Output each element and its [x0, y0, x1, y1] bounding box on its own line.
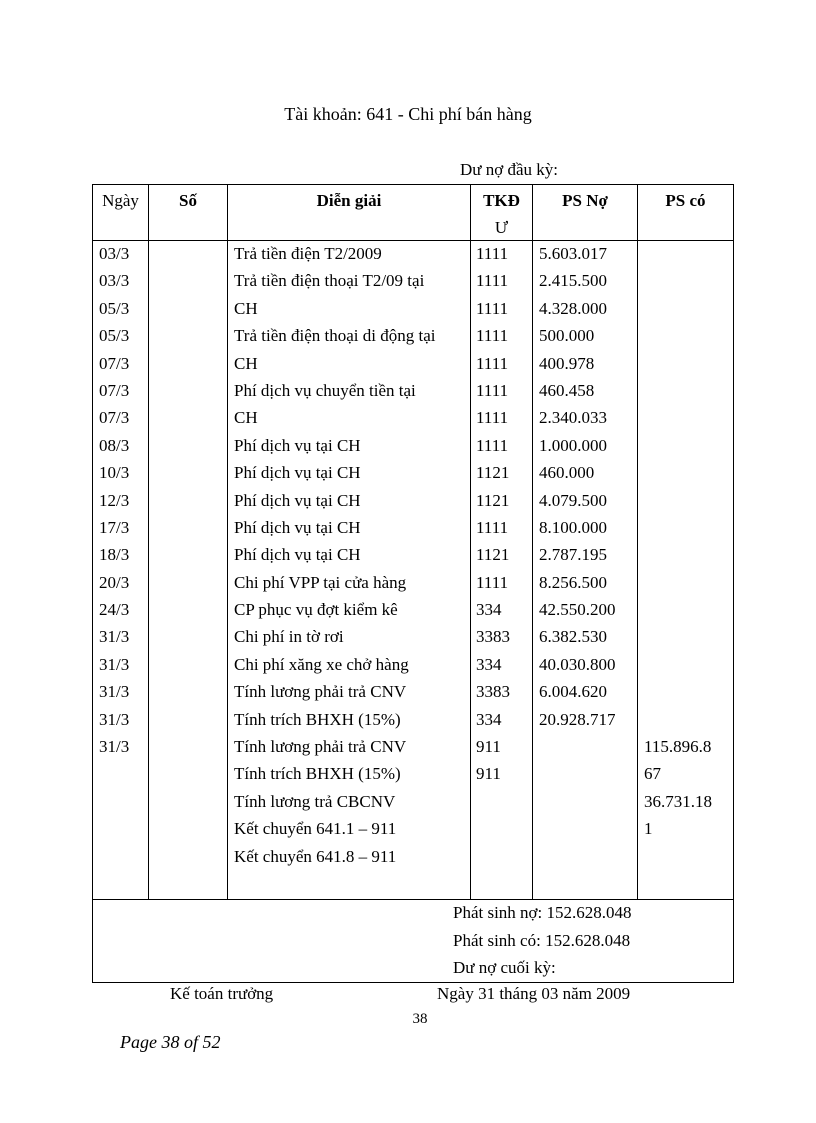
credit-total: Phát sinh có: 152.628.048: [453, 931, 631, 950]
debit-cell: 4.328.000: [539, 298, 607, 318]
description-cell: Phí dịch vụ tại CH: [234, 545, 361, 565]
debit-cell: 20.928.717: [539, 709, 616, 729]
account-column: [476, 240, 510, 788]
account-cell: 1111: [476, 298, 509, 318]
description-cell: Tính trích BHXH (15%): [234, 709, 401, 729]
date-cell: 07/3: [99, 408, 130, 428]
date-cell: 12/3: [99, 490, 130, 510]
signing-date: Ngày 31 tháng 03 năm 2009: [437, 984, 631, 1003]
header-account-line2: Ư: [494, 218, 509, 237]
debit-cell: 40.030.800: [539, 654, 616, 674]
description-cell: Chi phí xăng xe chở hàng: [234, 654, 409, 674]
account-cell: 1121: [476, 490, 510, 510]
description-cell: Phí dịch vụ tại CH: [234, 463, 361, 483]
account-cell: 911: [476, 737, 501, 757]
column-divider: [148, 185, 149, 899]
date-cell: 31/3: [99, 709, 130, 729]
account-cell: 334: [476, 654, 502, 674]
debit-cell: 8.100.000: [539, 517, 607, 537]
page-count-note: Page 38 of 52: [120, 1032, 221, 1052]
header-account-line1: TKĐ: [483, 191, 520, 210]
account-cell: 1111: [476, 326, 509, 346]
description-cell: Phí dịch vụ chuyển tiền tại: [234, 380, 416, 400]
header-date: Ngày: [102, 191, 139, 210]
description-cell: Trả tiền điện thoại di động tại: [234, 326, 436, 346]
debit-cell: 2.787.195: [539, 545, 607, 565]
description-cell: Kết chuyển 641.8 – 911: [234, 846, 397, 866]
date-cell: 31/3: [99, 682, 130, 702]
account-cell: 1111: [476, 244, 509, 263]
description-column: [234, 240, 435, 870]
account-cell: 1111: [476, 517, 509, 537]
credit-cell: 67: [644, 764, 661, 784]
totals-box: [92, 898, 734, 983]
description-cell: Chi phí VPP tại cửa hàng: [234, 572, 407, 592]
column-divider: [470, 185, 471, 899]
description-cell: CP phục vụ đợt kiểm kê: [234, 600, 398, 620]
account-cell: 334: [476, 600, 502, 620]
date-cell: 03/3: [99, 244, 130, 263]
credit-cell: 1: [644, 819, 653, 839]
description-cell: Tính lương trả CBCNV: [234, 791, 396, 811]
account-cell: 1121: [476, 463, 510, 483]
date-cell: 10/3: [99, 463, 130, 483]
chief-accountant-label: Kế toán trưởng: [170, 984, 274, 1003]
description-cell: Chi phí in tờ rơi: [234, 627, 344, 647]
account-cell: 1111: [476, 572, 509, 592]
header-account: [471, 185, 532, 241]
description-cell: Kết chuyển 641.1 – 911: [234, 819, 397, 839]
description-cell: Tính lương phải trả CNV: [234, 682, 407, 702]
column-divider: [532, 185, 533, 899]
debit-cell: 42.550.200: [539, 600, 616, 620]
description-cell: Tính trích BHXH (15%): [234, 764, 401, 784]
description-cell: Trả tiền điện T2/2009: [234, 244, 382, 263]
credit-cell: 36.731.18: [644, 791, 712, 811]
description-cell: Phí dịch vụ tại CH: [234, 435, 361, 455]
debit-cell: 6.382.530: [539, 627, 607, 647]
ledger-table: [92, 184, 734, 900]
account-cell: 1111: [476, 353, 509, 373]
date-column: [99, 240, 129, 760]
closing-balance: Dư nợ cuối kỳ:: [453, 958, 556, 977]
account-cell: 334: [476, 709, 502, 729]
date-cell: 17/3: [99, 517, 130, 537]
credit-cell: 115.896.8: [644, 737, 712, 756]
debit-total: Phát sinh nợ: 152.628.048: [453, 903, 632, 922]
debit-cell: 8.256.500: [539, 572, 607, 592]
description-cell: CH: [234, 408, 258, 428]
header-credit: PS có: [665, 191, 706, 210]
date-cell: 05/3: [99, 298, 130, 318]
debit-cell: 460.458: [539, 380, 595, 400]
account-cell: 1111: [476, 271, 509, 291]
date-cell: 18/3: [99, 545, 130, 565]
debit-cell: 2.415.500: [539, 271, 607, 291]
description-cell: CH: [234, 298, 258, 318]
header-debit: PS Nợ: [562, 191, 608, 210]
date-cell: 07/3: [99, 353, 130, 373]
date-cell: 24/3: [99, 600, 130, 620]
debit-column: [539, 240, 616, 733]
description-cell: Phí dịch vụ tại CH: [234, 517, 361, 537]
date-cell: 07/3: [99, 380, 130, 400]
account-cell: 3383: [476, 682, 510, 702]
debit-cell: 1.000.000: [539, 435, 607, 455]
date-cell: 31/3: [99, 627, 130, 647]
debit-cell: 400.978: [539, 353, 595, 373]
header-number: Số: [179, 191, 197, 210]
column-divider: [227, 185, 228, 899]
opening-balance-label: Dư nợ đầu kỳ:: [460, 160, 558, 179]
credit-column: [644, 733, 712, 843]
page-title: Tài khoản: 641 - Chi phí bán hàng: [284, 104, 532, 124]
debit-cell: 500.000: [539, 326, 595, 346]
debit-cell: 5.603.017: [539, 244, 607, 263]
account-cell: 911: [476, 764, 501, 784]
page-number: 38: [412, 1011, 428, 1027]
description-cell: CH: [234, 353, 258, 373]
column-divider: [637, 185, 638, 899]
date-cell: 31/3: [99, 654, 130, 674]
debit-cell: 460.000: [539, 463, 595, 483]
date-cell: 08/3: [99, 435, 130, 455]
account-cell: 1111: [476, 435, 509, 455]
debit-cell: 4.079.500: [539, 490, 607, 510]
header-description: Diễn giải: [316, 191, 382, 210]
debit-cell: 6.004.620: [539, 682, 607, 702]
date-cell: 05/3: [99, 326, 130, 346]
account-cell: 1121: [476, 545, 510, 565]
description-cell: Tính lương phải trả CNV: [234, 737, 407, 757]
account-cell: 1111: [476, 408, 509, 428]
debit-cell: 2.340.033: [539, 408, 607, 428]
account-cell: 3383: [476, 627, 510, 647]
description-cell: Phí dịch vụ tại CH: [234, 490, 361, 510]
account-cell: 1111: [476, 380, 509, 400]
date-cell: 20/3: [99, 572, 130, 592]
date-cell: 03/3: [99, 271, 130, 291]
description-cell: Trả tiền điện thoại T2/09 tại: [234, 271, 425, 291]
date-cell: 31/3: [99, 737, 130, 757]
